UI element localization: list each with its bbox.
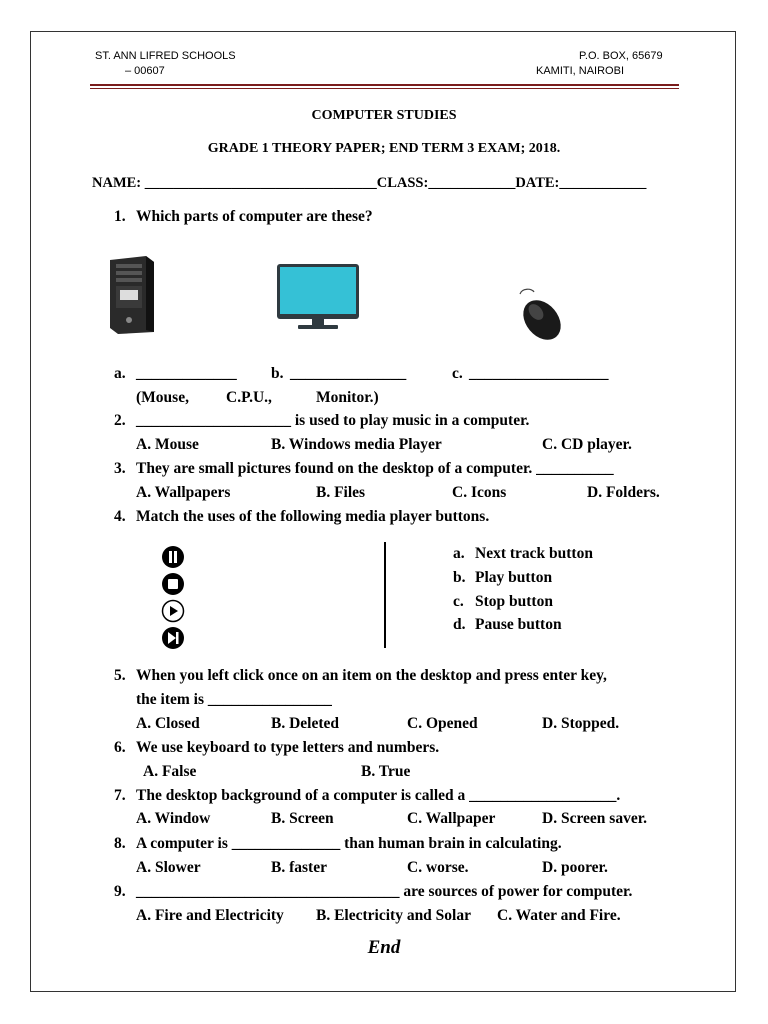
option[interactable]: B. Electricity and Solar (316, 907, 471, 924)
blank-a-letter: a. (114, 365, 126, 382)
school-code: – 00607 (125, 65, 165, 77)
divider-line (384, 542, 386, 648)
monitor-image (276, 263, 360, 331)
option[interactable]: D. poorer. (542, 859, 608, 876)
option[interactable]: B. faster (271, 859, 327, 876)
match-letter: b. (453, 569, 466, 586)
option[interactable]: A. Slower (136, 859, 201, 876)
mouse-image (512, 288, 570, 344)
name-class-date-line: NAME: ________________________________CLASS:____________DATE:____________ (92, 175, 647, 191)
option[interactable]: C. Opened (407, 715, 478, 732)
header-rule (90, 84, 679, 86)
hint-monitor: Monitor.) (316, 389, 379, 406)
match-letter: d. (453, 616, 466, 633)
option[interactable]: B. Deleted (271, 715, 340, 732)
option[interactable]: A. Closed (136, 715, 200, 732)
option[interactable]: C. worse. (407, 859, 469, 876)
header-rule-thin (90, 88, 679, 89)
option[interactable]: A. False (143, 763, 197, 780)
hint-mouse: (Mouse, (136, 389, 189, 406)
pause-icon (161, 545, 185, 569)
question-number: 6. (114, 739, 126, 756)
blank-c-letter: c. (452, 365, 463, 382)
page-subtitle: GRADE 1 THEORY PAPER; END TERM 3 EXAM; 2018. (207, 141, 561, 156)
play-icon (161, 599, 185, 623)
option[interactable]: B. Screen (271, 810, 334, 827)
match-label: Pause button (475, 616, 562, 633)
hint-cpu: C.P.U., (226, 389, 272, 406)
location: KAMITI, NAIROBI (536, 65, 625, 77)
blank-b-letter: b. (271, 365, 284, 382)
question-text: __________________________________ are sources of power for computer. (136, 883, 633, 900)
question-text: A computer is ______________ than human brain in calculating. (136, 835, 562, 852)
question-number: 3. (114, 460, 126, 477)
question-text: The desktop background of a computer is called a ___________________. (136, 787, 621, 804)
match-label: Stop button (475, 593, 553, 610)
stop-icon (161, 572, 185, 596)
question-text: Which parts of computer are these? (136, 208, 373, 225)
question-number: 1. (114, 208, 126, 225)
match-label: Next track button (475, 545, 593, 562)
question-text: ____________________ is used to play music in a computer. (136, 412, 530, 429)
blank-a[interactable]: _____________ (136, 365, 237, 382)
option[interactable]: A. Wallpapers (136, 484, 231, 501)
option[interactable]: A. Window (136, 810, 211, 827)
option[interactable]: C. Wallpaper (407, 810, 496, 827)
question-number: 8. (114, 835, 126, 852)
question-number: 9. (114, 883, 126, 900)
option[interactable]: C. Icons (452, 484, 507, 501)
school-name: ST. ANN LIFRED SCHOOLS (95, 50, 236, 62)
cpu-tower-image (106, 254, 158, 334)
po-box: P.O. BOX, 65679 (579, 50, 663, 62)
option[interactable]: D. Stopped. (542, 715, 620, 732)
match-letter: c. (453, 593, 464, 610)
question-text: Match the uses of the following media player buttons. (136, 508, 490, 525)
blank-b[interactable]: _______________ (290, 365, 407, 382)
option[interactable]: A. Mouse (136, 436, 199, 453)
question-text: We use keyboard to type letters and numbers. (136, 739, 440, 756)
blank-c[interactable]: __________________ (469, 365, 609, 382)
option[interactable]: C. Water and Fire. (497, 907, 621, 924)
question-number: 5. (114, 667, 126, 684)
question-number: 4. (114, 508, 126, 525)
next-track-icon (161, 626, 185, 650)
option[interactable]: D. Screen saver. (542, 810, 648, 827)
option[interactable]: C. CD player. (542, 436, 632, 453)
option[interactable]: A. Fire and Electricity (136, 907, 284, 924)
match-label: Play button (475, 569, 553, 586)
option[interactable]: D. Folders. (587, 484, 660, 501)
question-text: When you left click once on an item on the desktop and press enter key, (136, 667, 607, 684)
question-number: 2. (114, 412, 126, 429)
question-number: 7. (114, 787, 126, 804)
question-text-cont: the item is ________________ (136, 691, 332, 708)
option[interactable]: B. Files (316, 484, 366, 501)
option[interactable]: B. True (361, 763, 411, 780)
page-title: COMPUTER STUDIES (311, 108, 457, 123)
question-text: They are small pictures found on the desktop of a computer. __________ (136, 460, 614, 477)
option[interactable]: B. Windows media Player (271, 436, 442, 453)
match-letter: a. (453, 545, 465, 562)
end-label: End (367, 937, 401, 958)
